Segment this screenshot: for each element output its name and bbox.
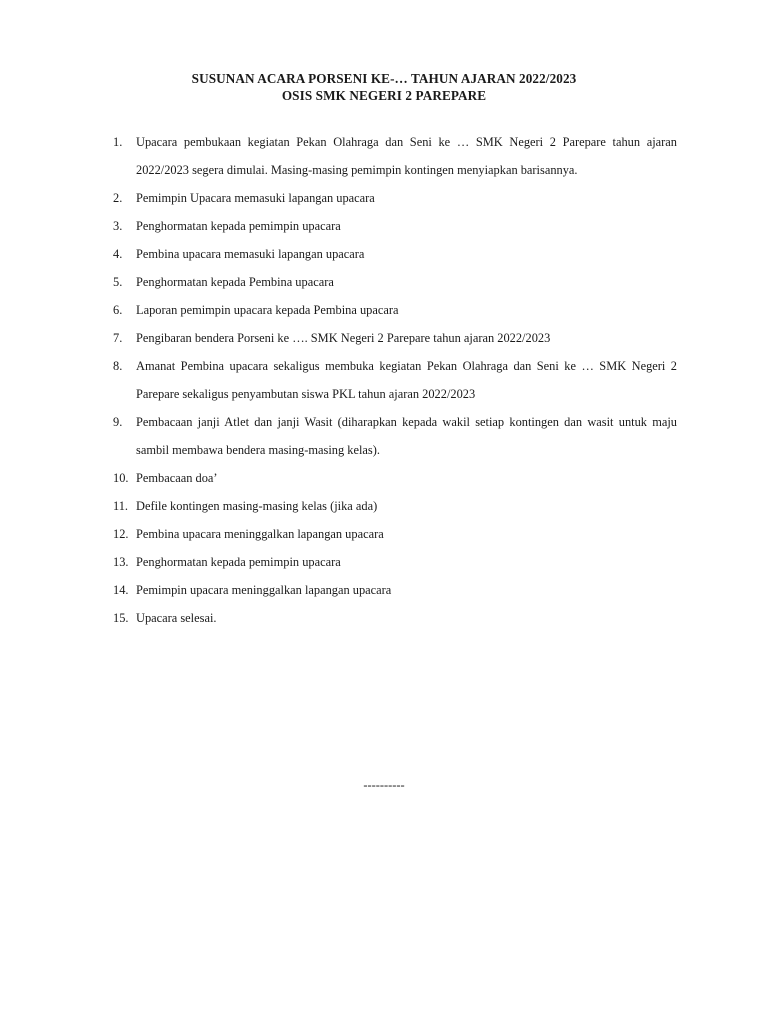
item-number: 3. [113,219,123,233]
agenda-item [113,408,677,464]
agenda-item [113,352,677,408]
item-text: Pemimpin upacara meninggalkan lapangan upacara [136,583,392,597]
agenda-item [113,464,677,492]
item-number: 5. [113,275,123,289]
item-number: 6. [113,303,123,317]
agenda-list [113,128,677,632]
item-text: Pembina upacara meninggalkan lapangan upacara [136,527,384,541]
item-text: Pembacaan janji Atlet dan janji Wasit (diharapkan kepada wakil setiap kontingen dan wasit untuk maju sambil membawa bendera masing-masing kelas). [136,415,677,457]
item-text: Pemimpin Upacara memasuki lapangan upacara [136,191,375,205]
closing-mark: ---------- [363,778,405,792]
agenda-item [113,212,677,240]
item-number: 12. [113,527,129,541]
item-text: Penghormatan kepada pemimpin upacara [136,555,341,569]
item-number: 7. [113,331,123,345]
item-text: Pengibaran bendera Porseni ke …. SMK Negeri 2 Parepare tahun ajaran 2022/2023 [136,331,551,345]
item-text: Pembina upacara memasuki lapangan upacara [136,247,365,261]
agenda-item [113,296,677,324]
document-title [0,70,768,104]
item-number: 15. [113,611,129,625]
agenda-item [113,520,677,548]
item-number: 4. [113,247,123,261]
item-number: 9. [113,415,123,429]
item-text: Defile kontingen masing-masing kelas (jika ada) [136,499,378,513]
agenda-item [113,548,677,576]
item-text: Laporan pemimpin upacara kepada Pembina upacara [136,303,399,317]
title-line-2: OSIS SMK NEGERI 2 PAREPARE [281,88,487,103]
item-number: 14. [113,583,129,597]
agenda-item [113,240,677,268]
item-number: 1. [113,135,123,149]
agenda-item [113,184,677,212]
agenda-item [113,492,677,520]
agenda-item [113,604,677,632]
agenda-item [113,576,677,604]
item-number: 2. [113,191,123,205]
item-text: Upacara selesai. [136,611,217,625]
item-text: Pembacaan doa’ [136,471,218,485]
item-text: Penghormatan kepada Pembina upacara [136,275,334,289]
agenda-item [113,324,677,352]
item-text: Amanat Pembina upacara sekaligus membuka kegiatan Pekan Olahraga dan Seni ke … SMK Negeri 2 Parepare sekaligus penyambutan siswa PKL tahun ajaran 2022/2023 [136,359,677,401]
item-number: 11. [113,499,129,513]
item-number: 8. [113,359,123,373]
item-number: 13. [113,555,129,569]
item-number: 10. [113,471,129,485]
agenda-item [113,128,677,184]
title-line-1: SUSUNAN ACARA PORSENI KE-… TAHUN AJARAN 2022/2023 [191,71,577,86]
item-text: Penghormatan kepada pemimpin upacara [136,219,341,233]
agenda-item [113,268,677,296]
item-text: Upacara pembukaan kegiatan Pekan Olahraga dan Seni ke … SMK Negeri 2 Parepare tahun ajaran 2022/2023 segera dimulai. Masing-masing pemimpin kontingen menyiapkan barisannya. [136,135,677,177]
